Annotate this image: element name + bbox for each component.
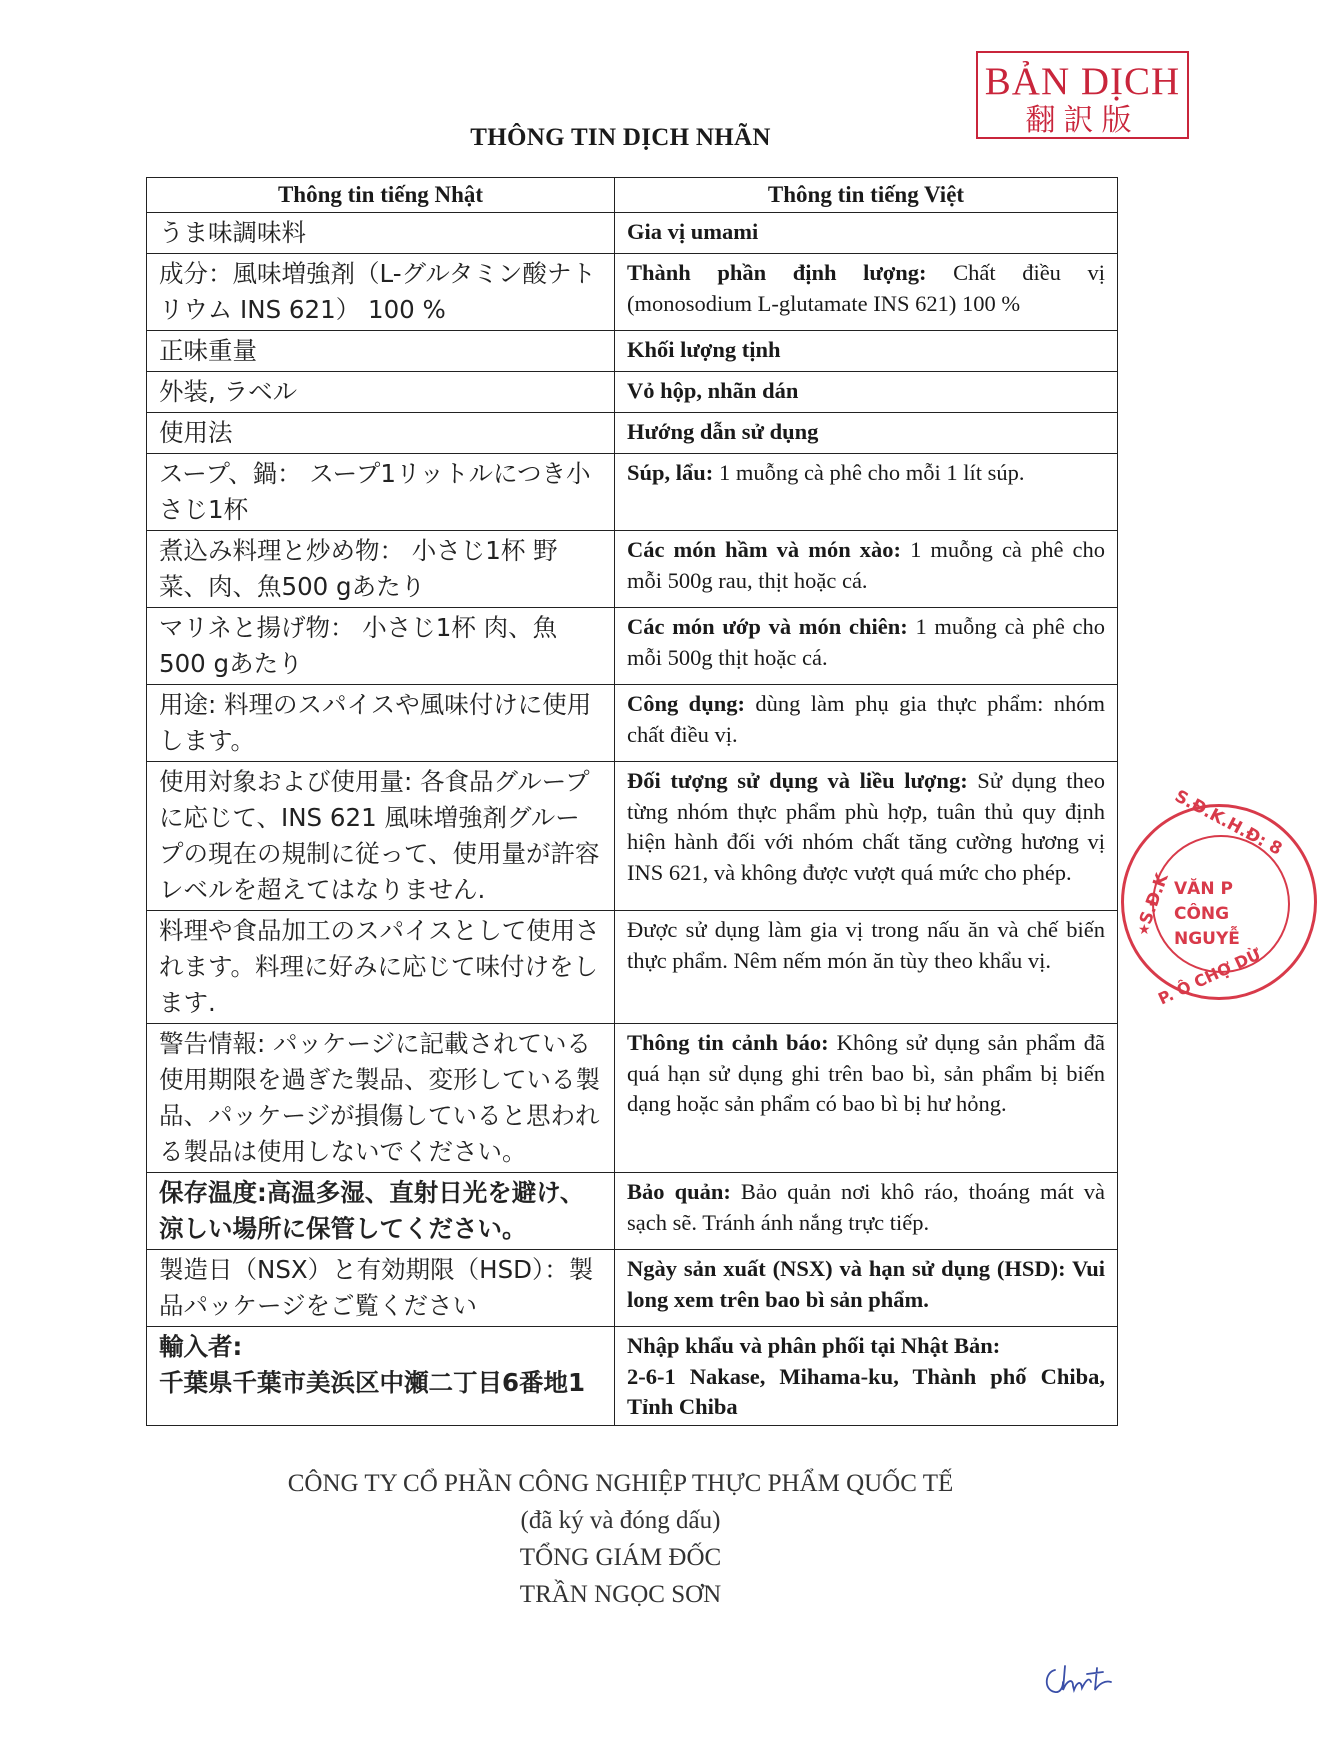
japanese-cell: 警告情報: パッケージに記載されている使用期限を過ぎた製品、変形している製品、パッケージが損傷していると思われる製品は使用しないでください。 [147, 1024, 615, 1173]
vietnamese-text: 1 muỗng cà phê cho mỗi 500g thịt hoặc cá. [627, 614, 1106, 670]
table-row [147, 1024, 1118, 1173]
vietnamese-label: Công dụng: [627, 691, 745, 716]
vietnamese-cell [615, 1024, 1118, 1173]
vietnamese-cell [615, 531, 1118, 608]
japanese-cell: 輸入者: 千葉県千葉市美浜区中瀬二丁目6番地1 [147, 1327, 615, 1426]
vietnamese-label: Hướng dẫn sử dụng [627, 419, 819, 444]
table-row [147, 372, 1118, 413]
japanese-cell: 保存温度:高温多湿、直射日光を避け、涼しい場所に保管してください。 [147, 1173, 615, 1250]
japanese-cell: 外装, ラベル [147, 372, 615, 413]
vietnamese-cell [615, 1250, 1118, 1327]
vietnamese-text: 1 muỗng cà phê cho mỗi 1 lít súp. [713, 460, 1025, 485]
japanese-cell: うま味調味料 [147, 213, 615, 254]
table-row [147, 331, 1118, 372]
japanese-cell: マリネと揚げ物： 小さじ1杯 肉、魚 500 gあたり [147, 608, 615, 685]
vietnamese-cell [615, 372, 1118, 413]
vietnamese-label: Thông tin cảnh báo: [627, 1030, 829, 1055]
star-icon: ★ [1138, 923, 1151, 938]
table-row [147, 911, 1118, 1024]
vietnamese-cell [615, 685, 1118, 762]
table-row [147, 1173, 1118, 1250]
vietnamese-cell [615, 213, 1118, 254]
seal-top-text: S.Đ.K.H.Đ: 8 [1171, 786, 1286, 860]
table-row [147, 1327, 1118, 1426]
table-header-row [147, 178, 1118, 213]
vietnamese-text: Sử dụng theo từng nhóm thực phẩm phù hợp, tuân thủ quy định hiện hành đối với nhóm chất tăng cường hương vị INS 621, và không được vượt quá mức cho phép. [627, 768, 1105, 885]
vietnamese-cell [615, 1327, 1118, 1426]
japanese-cell: 煮込み料理と炒め物： 小さじ1杯 野菜、肉、魚500 gあたり [147, 531, 615, 608]
vietnamese-text: Bảo quản nơi khô ráo, thoáng mát và sạch sẽ. Tránh ánh nắng trực tiếp. [627, 1179, 1106, 1235]
japanese-cell: 用途: 料理のスパイスや風味付けに使用します。 [147, 685, 615, 762]
vietnamese-label: Thành phần định lượng: [627, 260, 927, 285]
table-row [147, 762, 1118, 911]
header-vietnamese: Thông tin tiếng Việt [615, 178, 1118, 213]
stamp-line-2: 翻訳版 [1025, 103, 1140, 138]
signed-note: (đã ký và đóng dấu) [520, 1507, 721, 1534]
japanese-cell: スープ、鍋： スープ1リットルにつき小さじ1杯 [147, 454, 615, 531]
table-row [147, 608, 1118, 685]
company-seal [1121, 786, 1317, 1009]
document-title: THÔNG TIN DỊCH NHÃN [470, 124, 771, 151]
vietnamese-cell [615, 608, 1118, 685]
signer-name: TRẦN NGỌC SƠN [519, 1581, 722, 1608]
japanese-cell: 使用対象および使用量: 各食品グループに応じて、INS 621 風味増強剤グループの現在の規制に従って、使用量が許容レベルを超えてはなりません. [147, 762, 615, 911]
table-body [147, 213, 1118, 1426]
vietnamese-cell [615, 762, 1118, 911]
table-row [147, 1250, 1118, 1327]
table-row [147, 254, 1118, 331]
vietnamese-label: Khối lượng tịnh [627, 337, 781, 362]
vietnamese-text: dùng làm phụ gia thực phẩm: nhóm chất điều vị. [627, 691, 1106, 747]
seal-bottom-text: P. Ô CHỢ DỪ [1155, 944, 1264, 1009]
table-row [147, 454, 1118, 531]
header-japanese: Thông tin tiếng Nhật [147, 178, 615, 213]
vietnamese-label: Bảo quản: [627, 1179, 731, 1204]
japanese-cell: 使用法 [147, 413, 615, 454]
vietnamese-label: Nhập khẩu và phân phối tại Nhật Bản: 2-6-1 Nakase, Mihama-ku, Thành phố Chiba, Tỉnh Chiba [627, 1333, 1105, 1419]
table-row [147, 531, 1118, 608]
japanese-cell: 製造日（NSX）と有効期限（HSD）：製品パッケージをご覧ください [147, 1250, 615, 1327]
company-name: CÔNG TY CỔ PHẦN CÔNG NGHIỆP THỰC PHẨM QUỐC TẾ [287, 1470, 954, 1497]
vietnamese-cell [615, 911, 1118, 1024]
vietnamese-text: Được sử dụng làm gia vị trong nấu ăn và chế biến thực phẩm. Nêm nếm món ăn tùy theo khẩu vị. [627, 917, 1105, 973]
japanese-cell: 正味重量 [147, 331, 615, 372]
vietnamese-label: Vỏ hộp, nhãn dán [627, 378, 799, 403]
label-translation-table [146, 177, 1118, 1426]
vietnamese-cell [615, 413, 1118, 454]
vietnamese-text: Chất điều vị (monosodium L-glutamate INS 621) 100 % [627, 260, 1105, 316]
table-row [147, 413, 1118, 454]
vietnamese-cell [615, 254, 1118, 331]
signer-position: TỔNG GIÁM ĐỐC [519, 1544, 722, 1571]
handwritten-signature [1041, 1660, 1121, 1700]
table-row [147, 213, 1118, 254]
seal-center-2: CÔNG [1174, 904, 1230, 924]
vietnamese-text: 1 muỗng cà phê cho mỗi 500g rau, thịt hoặc cá. [627, 537, 1106, 593]
japanese-cell: 料理や食品加工のスパイスとして使用されます。料理に好みに応じて味付けをします. [147, 911, 615, 1024]
vietnamese-label: Đối tượng sử dụng và liều lượng: [627, 768, 968, 793]
vietnamese-label: Gia vị umami [627, 219, 759, 244]
signature-block [0, 1465, 1241, 1613]
vietnamese-label: Các món hầm và món xào: [627, 537, 902, 562]
vietnamese-label: Ngày sản xuất (NSX) và hạn sử dụng (HSD): Vui long xem trên bao bì sản phẩm. [627, 1256, 1105, 1312]
seal-center-1: VĂN P [1174, 879, 1233, 899]
seal-center-3: NGUYỄ [1174, 929, 1240, 949]
vietnamese-label: Súp, lẩu: [627, 460, 714, 485]
stamp-line-1: BẢN DỊCH [984, 60, 1181, 103]
vietnamese-cell [615, 331, 1118, 372]
table-row [147, 685, 1118, 762]
japanese-cell: 成分：風味増強剤（L-グルタミン酸ナトリウム INS 621） 100 % [147, 254, 615, 331]
seal-left-text: S.Đ.K [1135, 870, 1173, 928]
vietnamese-cell [615, 454, 1118, 531]
vietnamese-label: Các món ướp và món chiên: [627, 614, 908, 639]
vietnamese-text: Không sử dụng sản phẩm đã quá hạn sử dụng ghi trên bao bì, sản phẩm bị biến dạng hoặc sản phẩm có bao bì bị hư hỏng. [627, 1030, 1106, 1116]
vietnamese-cell [615, 1173, 1118, 1250]
